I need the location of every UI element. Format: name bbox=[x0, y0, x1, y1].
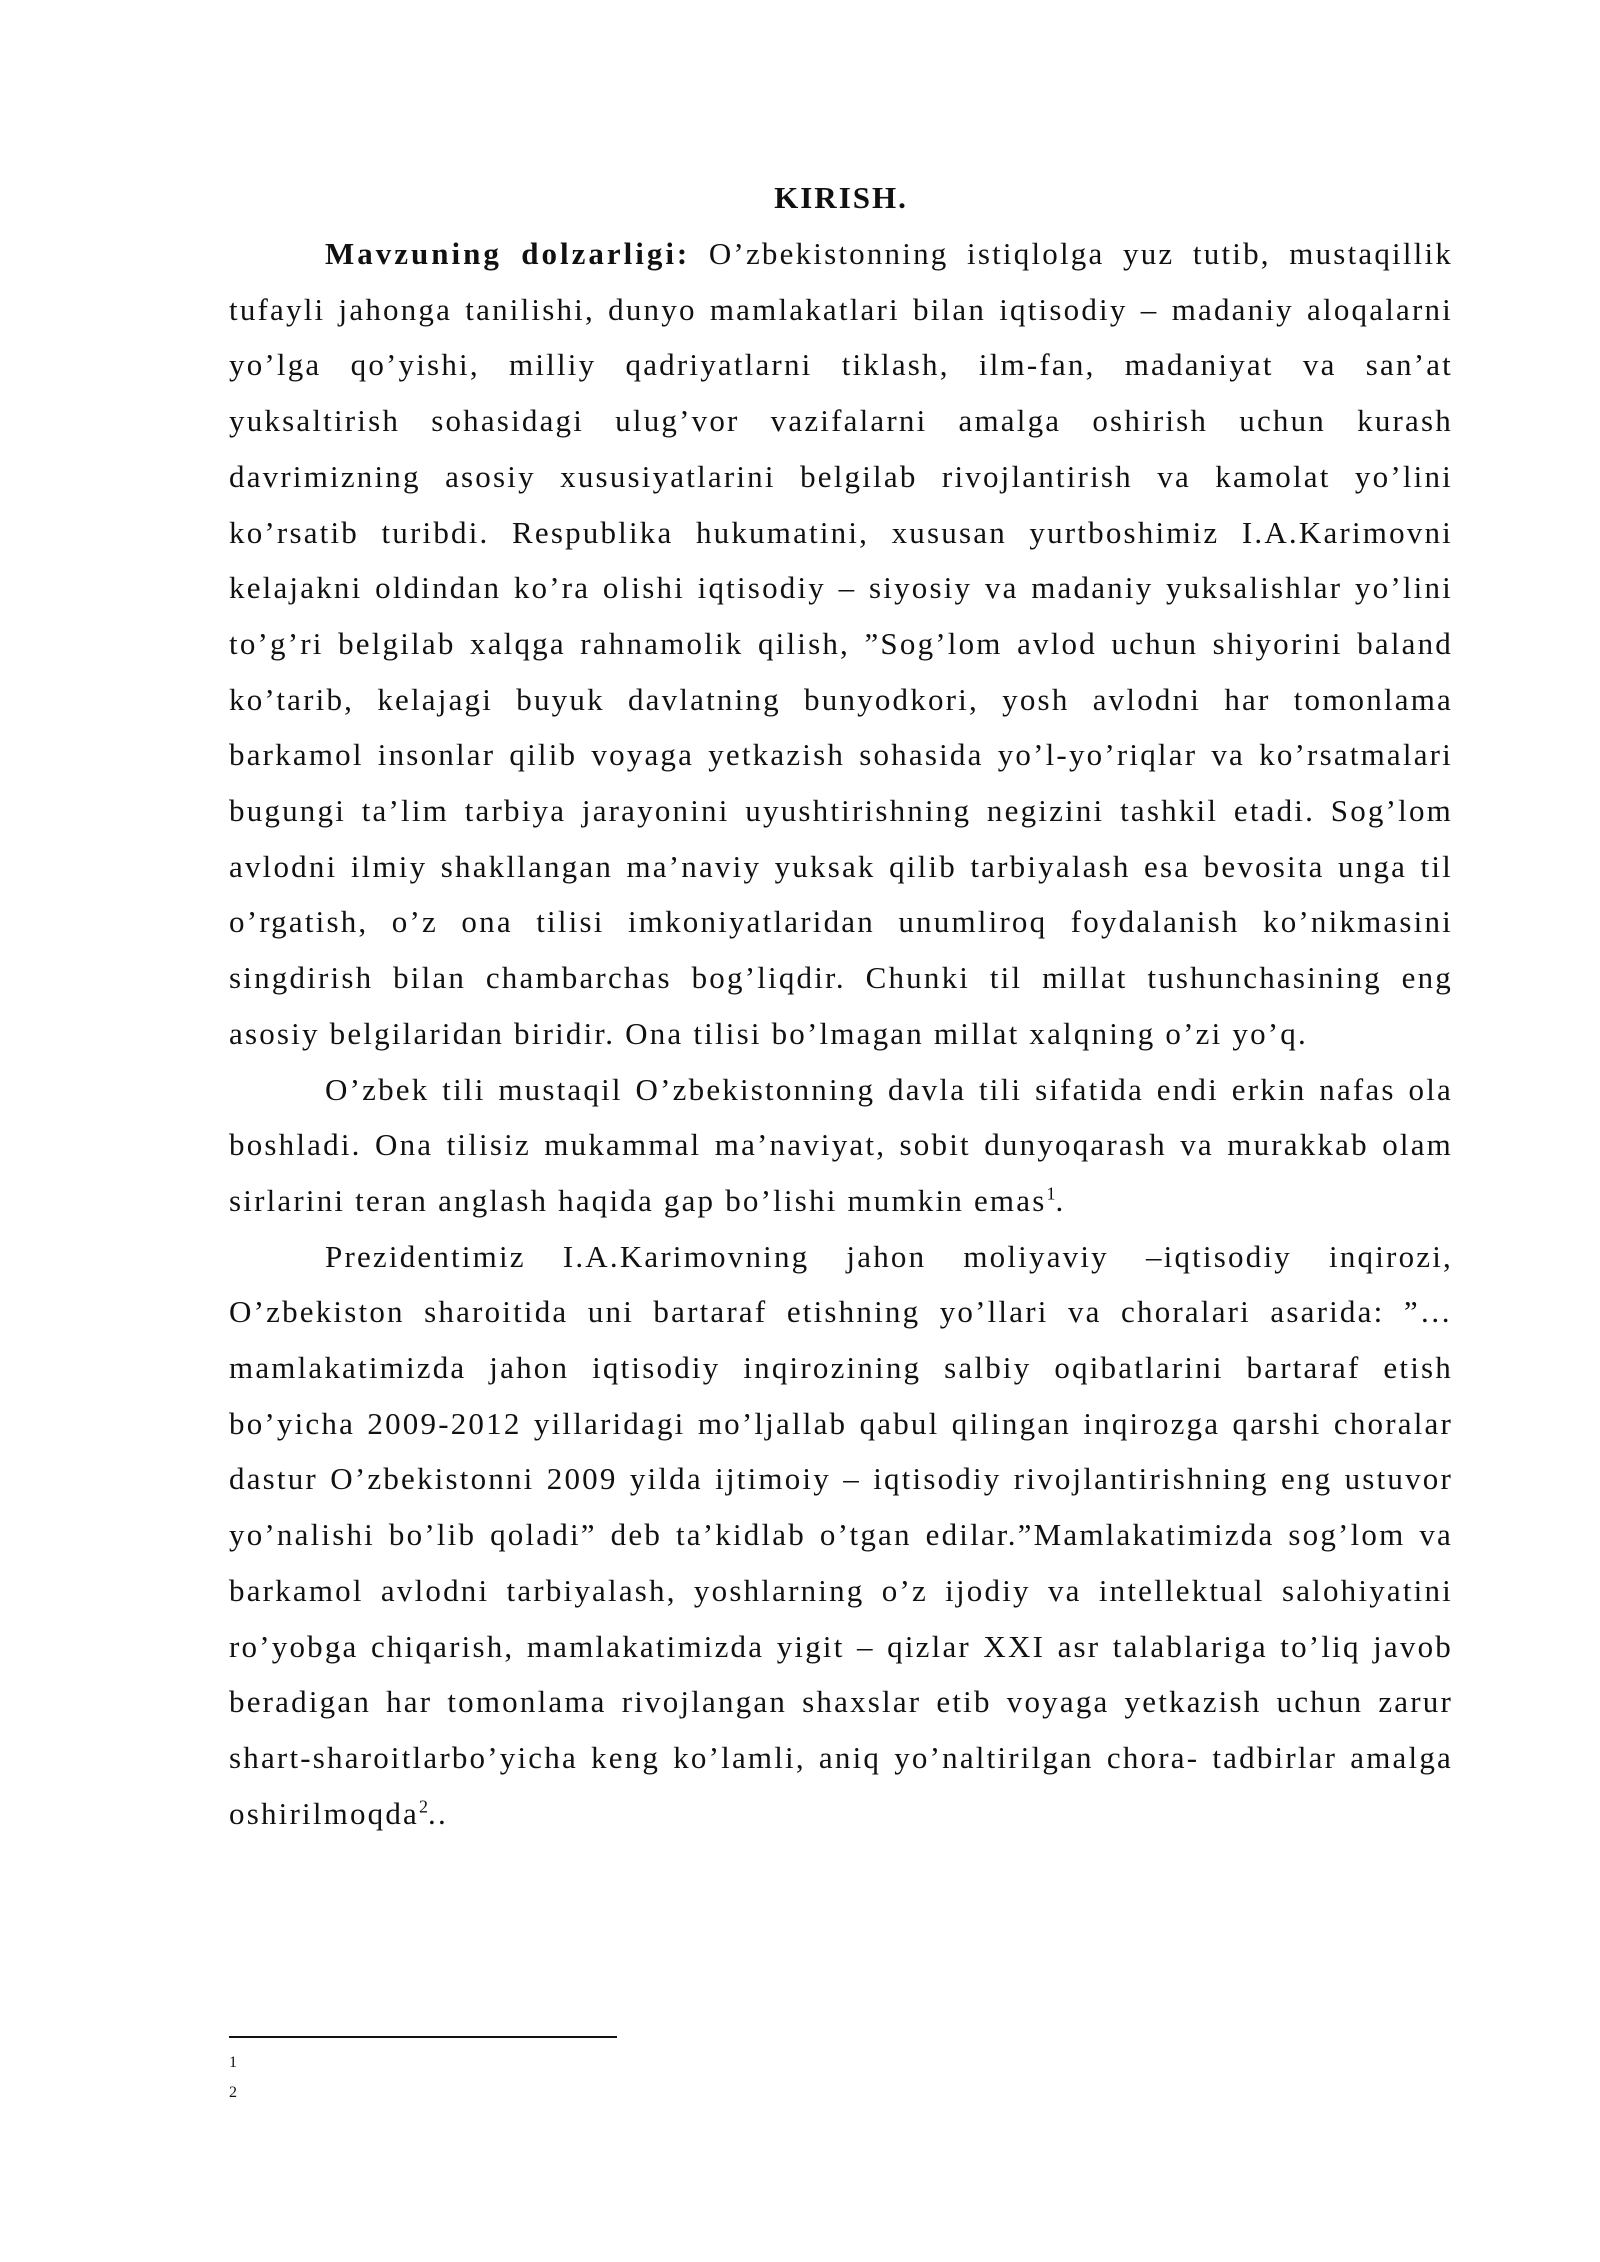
paragraph-uzbek-language-text: O’zbek tili mustaqil O’zbekistonning davla tili sifatida endi erkin nafas ola boshladi. Ona tilisiz mukammal ma’naviyat, sobit dunyoqarash va murakkab olam sirlarini teran anglash haqida gap bo’lishi mumkin emas bbox=[229, 1071, 1453, 1218]
footnote-ref-1[interactable]: 1 bbox=[1046, 1183, 1056, 1204]
footnote-ref-2[interactable]: 2 bbox=[419, 1796, 428, 1817]
paragraph-president-end: .. bbox=[428, 1795, 448, 1831]
paragraph-president bbox=[229, 1229, 1453, 1842]
footnote-2: 2 bbox=[229, 2084, 237, 2101]
paragraph-relevance bbox=[229, 226, 1453, 1062]
footnotes bbox=[229, 2048, 237, 2108]
section-lead: Mavzuning dolzarligi: bbox=[325, 236, 691, 271]
paragraph-uzbek-language bbox=[229, 1062, 1453, 1229]
footnote-separator bbox=[229, 2036, 617, 2038]
footnote-1: 1 bbox=[229, 2054, 237, 2071]
page-title: KIRISH. bbox=[774, 180, 908, 215]
paragraph-uzbek-language-end: . bbox=[1055, 1182, 1066, 1218]
paragraph-relevance-text: O’zbekistonning istiqlolga yuz tutib, mustaqillik tufayli jahonga tanilishi, dunyo mamlakatlari bilan iqtisodiy – madaniy aloqalarni yo’lga qo’yishi, milliy qadriyatlarni tiklash, ilm-fan, madaniyat va san’at yuksaltirish sohasidagi ulug’vor vazifalarni amalga oshirish uchun kurash davrimizning asosiy xususiyatlarini belgilab rivojlantirish va kamolat yo’lini ko’rsatib turibdi. Respublika hukumatini, xususan yurtboshimiz I.A.Karimovni kelajakni oldindan ko’ra olishi iqtisodiy – siyosiy va madaniy yuksalishlar yo’lini to’g’ri belgilab xalqga rahnamolik qilish, ”Sog’lom avlod uchun shiyorini baland ko’tarib, kelajagi buyuk davlatning bunyodkori, yosh avlodni har tomonlama barkamol insonlar qilib voyaga yetkazish sohasida yo’l-yo’riqlar va ko’rsatmalari bugungi ta’lim tarbiya jarayonini uyushtirishning negizini tashkil etadi. Sog’lom avlodni ilmiy shakllangan ma’naviy yuksak qilib tarbiyalash esa bevosita unga til o’rgatish, o’z ona tilisi imkoniyatlaridan unumliroq foydalanish ko’nikmasini singdirish bilan chambarchas bog’liqdir. Chunki til millat tushunchasining eng asosiy belgilaridan biridir. Ona tilisi bo’lmagan millat xalqning o’zi yo’q. bbox=[229, 236, 1453, 1051]
document-body bbox=[229, 170, 1453, 1841]
paragraph-president-text: Prezidentimiz I.A.Karimovning jahon moliyaviy –iqtisodiy inqirozi, O’zbekiston sharoitida uni bartaraf etishning yo’llari va choralari asarida: ”…mamlakatimizda jahon iqtisodiy inqirozining salbiy oqibatlarini bartaraf etish bo’yicha 2009-2012 yillaridagi mo’ljallab qabul qilingan inqirozga qarshi choralar dastur O’zbekistonni 2009 yilda ijtimoiy – iqtisodiy rivojlantirishning eng ustuvor yo’nalishi bo’lib qoladi” deb ta’kidlab o’tgan edilar.”Mamlakatimizda sog’lom va barkamol avlodni tarbiyalash, yoshlarning o’z ijodiy va intellektual salohiyatini ro’yobga chiqarish, mamlakatimizda yigit – qizlar XXI asr talablariga to’liq javob beradigan har tomonlama rivojlangan shaxslar etib voyaga yetkazish uchun zarur shart-sharoitlarbo’yicha keng ko’lamli, aniq yo’naltirilgan chora- tadbirlar amalga oshirilmoqda bbox=[229, 1238, 1453, 1831]
